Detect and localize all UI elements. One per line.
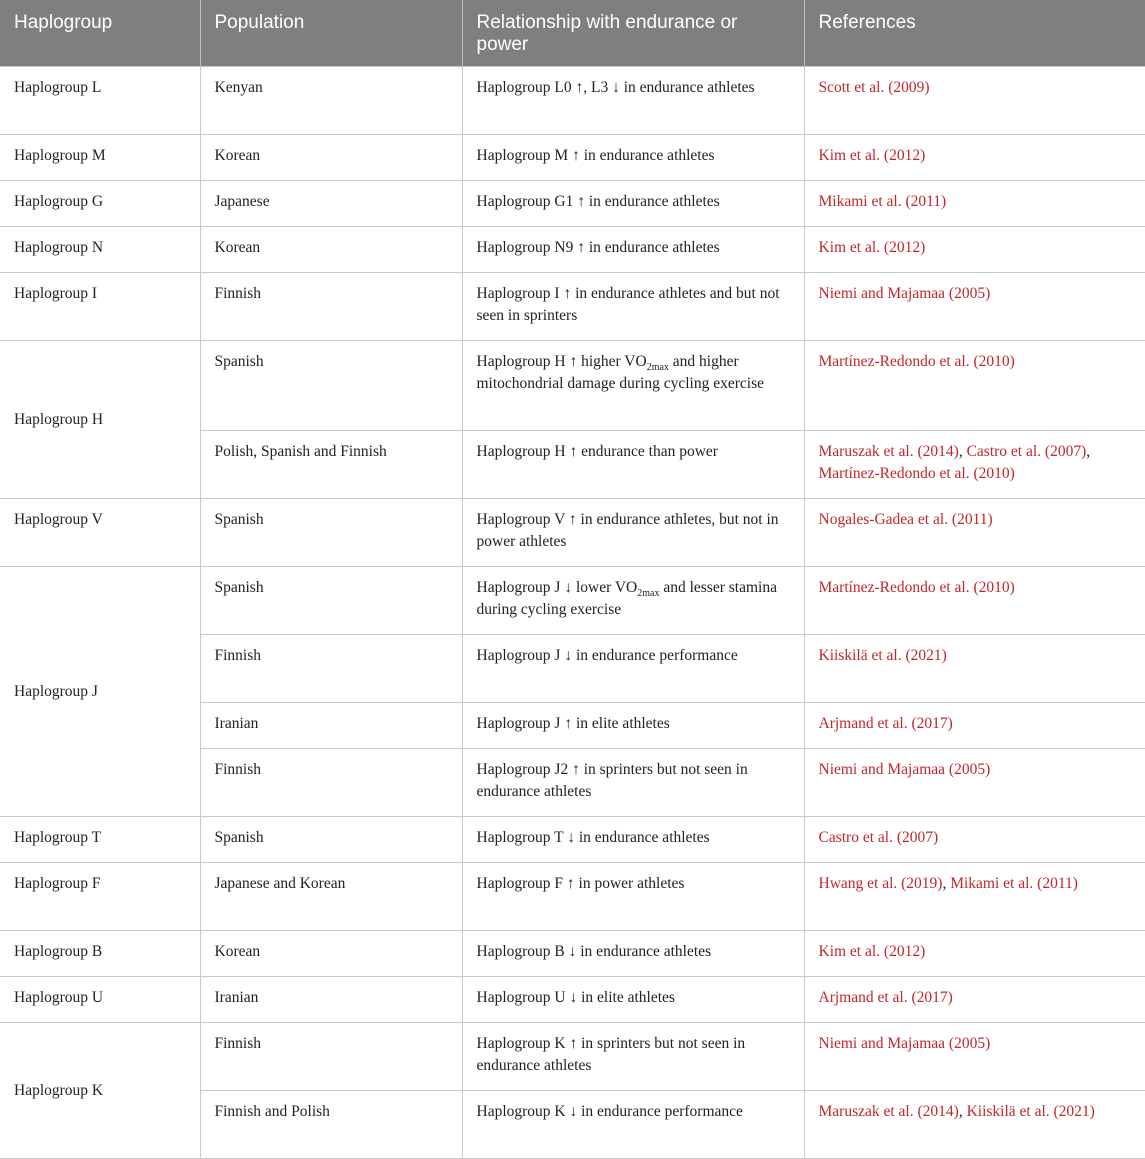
relationship-cell	[462, 341, 804, 431]
haplogroup-cell: Haplogroup I	[0, 273, 200, 341]
references-cell	[804, 703, 1145, 749]
table-row	[0, 227, 1145, 273]
table-row	[0, 1023, 1145, 1091]
haplogroup-cell: Haplogroup K	[0, 1023, 200, 1159]
haplogroup-cell: Haplogroup M	[0, 135, 200, 181]
reference-separator: ,	[942, 875, 951, 892]
reference-link[interactable]: Niemi and Majamaa (2005)	[818, 1035, 991, 1052]
subscript-text: 2max	[637, 588, 660, 600]
relationship-cell: Haplogroup V ↑ in endurance athletes, but not in power athletes	[462, 499, 804, 567]
population-cell: Japanese and Korean	[200, 863, 462, 931]
relationship-cell: Haplogroup M ↑ in endurance athletes	[462, 135, 804, 181]
header-population: Population	[200, 0, 462, 67]
references-cell	[804, 273, 1145, 341]
relationship-cell: Haplogroup L0 ↑, L3 ↓ in endurance athletes	[462, 67, 804, 135]
reference-link[interactable]: Arjmand et al. (2017)	[818, 715, 953, 732]
header-references: References	[804, 0, 1145, 67]
relationship-cell: Haplogroup K ↑ in sprinters but not seen in endurance athletes	[462, 1023, 804, 1091]
population-cell: Spanish	[200, 341, 462, 431]
relationship-cell: Haplogroup G1 ↑ in endurance athletes	[462, 181, 804, 227]
table-row	[0, 181, 1145, 227]
relationship-cell: Haplogroup B ↓ in endurance athletes	[462, 931, 804, 977]
reference-link[interactable]: Hwang et al. (2019)	[818, 875, 943, 892]
relationship-cell	[462, 567, 804, 635]
reference-link[interactable]: Kiiskilä et al. (2021)	[966, 1103, 1095, 1120]
population-cell: Finnish	[200, 635, 462, 703]
haplogroup-cell: Haplogroup G	[0, 181, 200, 227]
table-row	[0, 67, 1145, 135]
relationship-cell: Haplogroup J ↑ in elite athletes	[462, 703, 804, 749]
header-haplogroup: Haplogroup	[0, 0, 200, 67]
reference-separator: ,	[1086, 443, 1091, 460]
references-cell	[804, 431, 1145, 499]
reference-link[interactable]: Castro et al. (2007)	[818, 829, 939, 846]
references-cell	[804, 499, 1145, 567]
reference-link[interactable]: Maruszak et al. (2014)	[818, 443, 959, 460]
table-row	[0, 135, 1145, 181]
references-cell	[804, 977, 1145, 1023]
haplogroup-cell: Haplogroup T	[0, 817, 200, 863]
haplogroup-cell: Haplogroup B	[0, 931, 200, 977]
relationship-cell: Haplogroup N9 ↑ in endurance athletes	[462, 227, 804, 273]
relationship-cell: Haplogroup H ↑ endurance than power	[462, 431, 804, 499]
relationship-cell: Haplogroup J2 ↑ in sprinters but not seen in endurance athletes	[462, 749, 804, 817]
references-cell	[804, 1023, 1145, 1091]
references-cell	[804, 67, 1145, 135]
references-cell	[804, 817, 1145, 863]
references-cell	[804, 635, 1145, 703]
relationship-cell: Haplogroup K ↓ in endurance performance	[462, 1091, 804, 1159]
haplogroup-cell: Haplogroup V	[0, 499, 200, 567]
reference-link[interactable]: Nogales-Gadea et al. (2011)	[818, 511, 993, 528]
population-cell: Spanish	[200, 499, 462, 567]
table-row	[0, 977, 1145, 1023]
reference-link[interactable]: Kim et al. (2012)	[818, 239, 926, 256]
population-cell: Spanish	[200, 817, 462, 863]
subscript-text: 2max	[646, 362, 669, 374]
relationship-cell: Haplogroup J ↓ in endurance performance	[462, 635, 804, 703]
population-cell: Finnish and Polish	[200, 1091, 462, 1159]
reference-link[interactable]: Kim et al. (2012)	[818, 147, 926, 164]
population-cell: Polish, Spanish and Finnish	[200, 431, 462, 499]
table-row	[0, 931, 1145, 977]
relationship-cell: Haplogroup U ↓ in elite athletes	[462, 977, 804, 1023]
reference-link[interactable]: Niemi and Majamaa (2005)	[818, 761, 991, 778]
reference-link[interactable]: Arjmand et al. (2017)	[818, 989, 953, 1006]
references-cell	[804, 749, 1145, 817]
table-row	[0, 341, 1145, 431]
references-cell	[804, 135, 1145, 181]
references-cell	[804, 341, 1145, 431]
population-cell: Spanish	[200, 567, 462, 635]
header-relationship: Relationship with endurance or power	[462, 0, 804, 67]
reference-link[interactable]: Martínez-Redondo et al. (2010)	[818, 353, 1015, 370]
relationship-cell: Haplogroup T ↓ in endurance athletes	[462, 817, 804, 863]
population-cell: Finnish	[200, 273, 462, 341]
references-cell	[804, 931, 1145, 977]
population-cell: Finnish	[200, 749, 462, 817]
reference-link[interactable]: Mikami et al. (2011)	[818, 193, 947, 210]
relationship-cell: Haplogroup I ↑ in endurance athletes and but not seen in sprinters	[462, 273, 804, 341]
relationship-text: Haplogroup J ↓ lower VO	[476, 579, 638, 596]
table-row	[0, 817, 1145, 863]
references-cell	[804, 863, 1145, 931]
population-cell: Iranian	[200, 703, 462, 749]
haplogroup-cell: Haplogroup L	[0, 67, 200, 135]
header-row	[0, 0, 1145, 67]
references-cell	[804, 567, 1145, 635]
reference-link[interactable]: Castro et al. (2007)	[966, 443, 1087, 460]
reference-link[interactable]: Kiiskilä et al. (2021)	[818, 647, 947, 664]
table-row	[0, 863, 1145, 931]
haplogroup-cell: Haplogroup F	[0, 863, 200, 931]
population-cell: Korean	[200, 135, 462, 181]
population-cell: Japanese	[200, 181, 462, 227]
references-cell	[804, 181, 1145, 227]
population-cell: Kenyan	[200, 67, 462, 135]
relationship-cell: Haplogroup F ↑ in power athletes	[462, 863, 804, 931]
reference-link[interactable]: Kim et al. (2012)	[818, 943, 926, 960]
table-row	[0, 273, 1145, 341]
haplogroup-cell: Haplogroup H	[0, 341, 200, 499]
reference-separator: ,	[958, 1103, 967, 1120]
reference-link[interactable]: Martínez-Redondo et al. (2010)	[818, 579, 1015, 596]
references-cell	[804, 227, 1145, 273]
haplogroup-cell: Haplogroup J	[0, 567, 200, 817]
reference-link[interactable]: Martínez-Redondo et al. (2010)	[818, 465, 1015, 482]
population-cell: Korean	[200, 931, 462, 977]
table-row	[0, 567, 1145, 635]
reference-link[interactable]: Scott et al. (2009)	[818, 79, 930, 96]
relationship-text: and lesser stamina during cycling exercise	[476, 579, 777, 618]
population-cell: Korean	[200, 227, 462, 273]
haplogroup-cell: Haplogroup N	[0, 227, 200, 273]
reference-link[interactable]: Niemi and Majamaa (2005)	[818, 285, 991, 302]
haplogroup-cell: Haplogroup U	[0, 977, 200, 1023]
table-row	[0, 499, 1145, 567]
relationship-text: and higher mitochondrial damage during cycling exercise	[476, 353, 765, 392]
population-cell: Iranian	[200, 977, 462, 1023]
reference-link[interactable]: Maruszak et al. (2014)	[818, 1103, 959, 1120]
references-cell	[804, 1091, 1145, 1159]
reference-link[interactable]: Mikami et al. (2011)	[950, 875, 1078, 892]
reference-separator: ,	[958, 443, 967, 460]
population-cell: Finnish	[200, 1023, 462, 1091]
relationship-text: Haplogroup H ↑ higher VO	[476, 353, 647, 370]
